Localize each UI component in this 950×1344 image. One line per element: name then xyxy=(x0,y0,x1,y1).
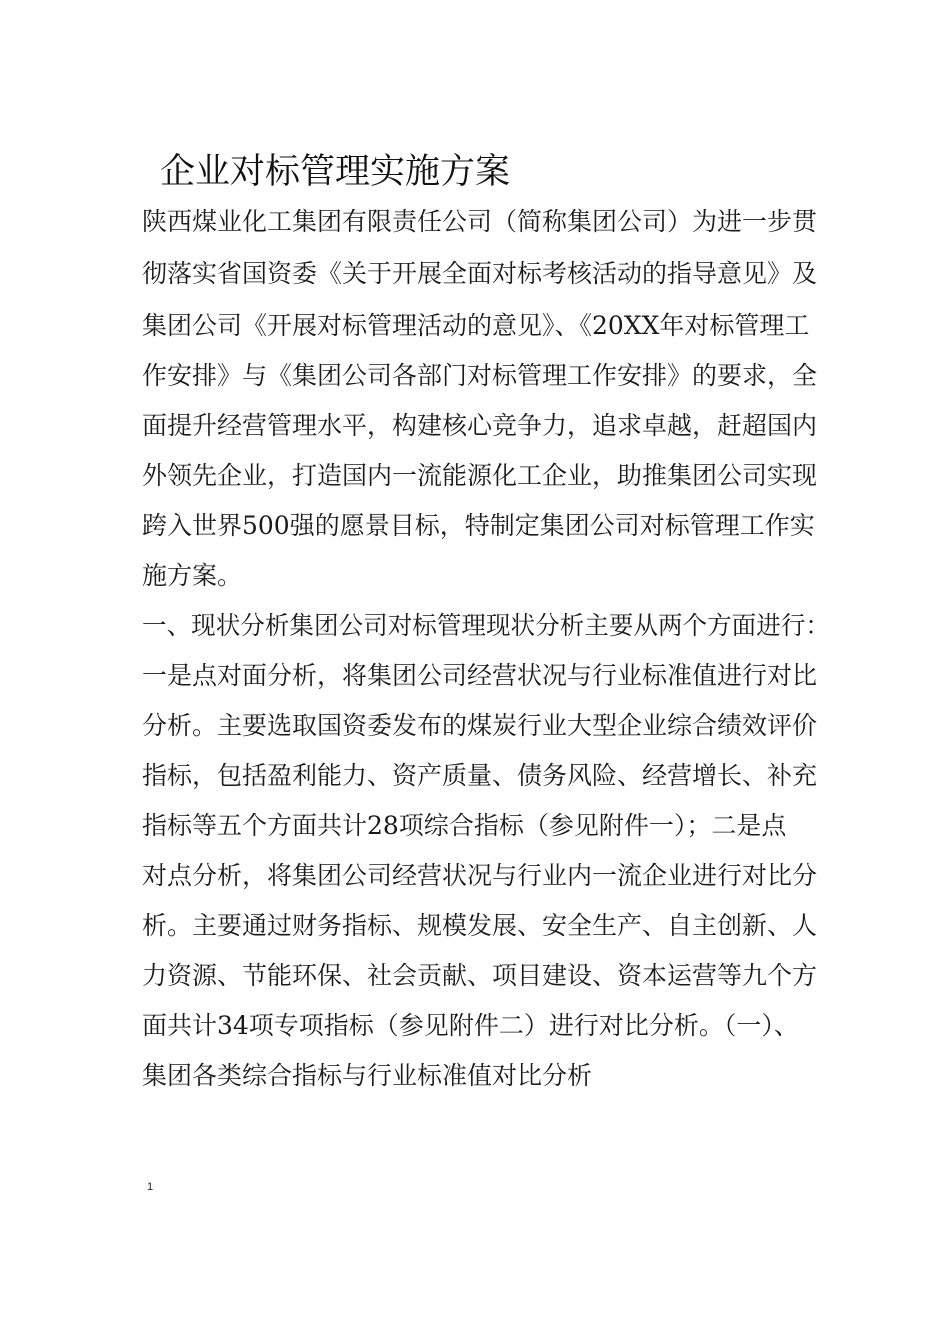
body-line: 指标，包括盈利能力、资产质量、债务风险、经营增长、补充 xyxy=(142,761,818,790)
body-line: 跨入世界500强的愿景目标，特制定集团公司对标管理工作实 xyxy=(142,511,815,540)
body-line: 面共计34项专项指标（参见附件二）进行对比分析。（一）、 xyxy=(142,1011,799,1040)
document-title: 企业对标管理实施方案 xyxy=(160,152,511,192)
body-line: 一、现状分析集团公司对标管理现状分析主要从两个方面进行： xyxy=(142,611,830,640)
body-line: 一是点对面分析，将集团公司经营状况与行业标准值进行对比 xyxy=(142,661,818,690)
body-line: 外领先企业，打造国内一流能源化工企业，助推集团公司实现 xyxy=(142,461,818,490)
body-line: 分析。主要选取国资委发布的煤炭行业大型企业综合绩效评价 xyxy=(142,711,818,740)
body-line: 陕西煤业化工集团有限责任公司（简称集团公司）为进一步贯 xyxy=(142,207,818,236)
body-line: 集团各类综合指标与行业标准值对比分析 xyxy=(142,1061,593,1090)
body-line: 对点分析，将集团公司经营状况与行业内一流企业进行对比分 xyxy=(142,861,818,890)
body-line: 面提升经营管理水平，构建核心竞争力，追求卓越，赶超国内 xyxy=(142,411,818,440)
body-line: 集团公司《开展对标管理活动的意见》、《20XX年对标管理工 xyxy=(142,311,810,340)
body-line: 析。主要通过财务指标、规模发展、安全生产、自主创新、人 xyxy=(142,911,818,940)
body-line: 施方案。 xyxy=(142,561,243,590)
body-line: 指标等五个方面共计28项综合指标（参见附件一）；二是点 xyxy=(142,811,787,840)
page-number: 1 xyxy=(147,1181,154,1193)
body-line: 力资源、节能环保、社会贡献、项目建设、资本运营等九个方 xyxy=(142,961,818,990)
body-line: 作安排》与《集团公司各部门对标管理工作安排》的要求，全 xyxy=(142,361,818,390)
body-line: 彻落实省国资委《关于开展全面对标考核活动的指导意见》及 xyxy=(142,259,818,288)
